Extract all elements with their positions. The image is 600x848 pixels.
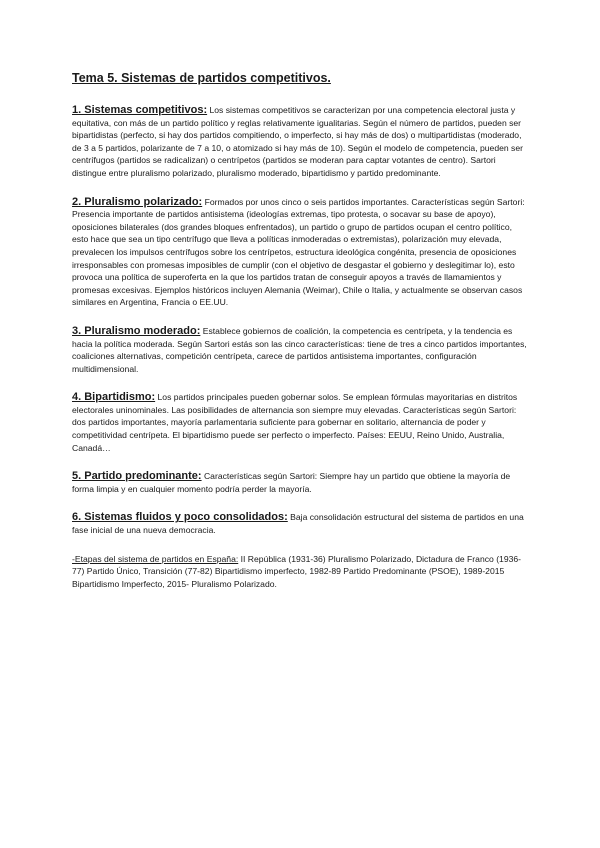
section-bipartidismo (72, 391, 530, 454)
section-text: Baja consolidación estructural del sistema de partidos en una fase inicial de una nueva democracia. (72, 512, 524, 536)
section-heading: 1. Sistemas competitivos: (72, 104, 208, 116)
section-text: Los sistemas competitivos se caracterizan por una competencia electoral justa y equitativa, con más de un partido político y reglas relativamente igualitarias. Según el número de partidos, pueden ser bipartidistas (perfecto, si hay dos partidos compitiendo, o imperfecto, si hay más de dos) o multipartidistas (moderado, de 3 a 5 partidos, polarizante de 7 a 10, o atomizado si hay más de 10). Según el modelo de competencia, pueden ser centrífugos (partidos se radicalizan) o centrípetos (partidos se moderan para captar votantes de centro). Sartori distingue entre pluralismo polarizado, pluralismo moderado, bipartidismo y partido predominante. (72, 105, 523, 178)
section-pluralismo-moderado (72, 325, 530, 375)
section-sistemas-competitivos (72, 104, 530, 180)
section-text: Establece gobiernos de coalición, la competencia es centrípeta, y la tendencia es hacia la política moderada. Según Sartori estás son las cinco características: tiene de tres a cinco partidos importantes, coaliciones alternativas, competición centrípeta, carece de partidos antisistema importantes, configuración multidimensional. (72, 325, 527, 374)
section-heading: 3. Pluralismo moderado: (72, 324, 201, 337)
section-pluralismo-polarizado (72, 196, 530, 309)
section-text: Los partidos principales pueden gobernar solos. Se emplean fórmulas mayoritarias en distritos electorales uninominales. Las posibilidades de alternancia son siempre muy elevadas. Características según Sartori: dos partidos importantes, mayoría parlamentaria suficiente para gobernar en solitario, alternancia de poder y competitividad centrípeta. El bipartidismo puede ser perfecto o imperfecto. Países: EEUU, Reino Unido, Australia, Canadá… (72, 392, 518, 453)
section-partido-predominante (72, 470, 530, 495)
etapas-espana (72, 553, 530, 591)
etapas-label: -Etapas del sistema de partidos en España: (72, 553, 239, 564)
section-sistemas-fluidos (72, 511, 530, 536)
document-title: Tema 5. Sistemas de partidos competitivos. (72, 71, 331, 85)
section-text: Características según Sartori: Siempre hay un partido que obtiene la mayoría de forma limpia y en cualquier momento podría perder la mayoría. (72, 471, 511, 494)
section-heading: 2. Pluralismo polarizado: (72, 195, 203, 208)
etapas-text: II República (1931-36) Pluralismo Polarizado, Dictadura de Franco (1936-77) Partido Único, Transición (77-82) Bipartidismo imperfecto, 1982-89 Partido Predominante (PSOE), 1989-2015 Bipartidismo Imperfecto, 2015- Pluralismo Polarizado. (72, 553, 522, 589)
section-heading: 4. Bipartidismo: (72, 391, 156, 404)
section-heading: 5. Partido predominante: (72, 470, 202, 483)
section-text: Formados por unos cinco o seis partidos importantes. Características según Sartori: Presencia importante de partidos antisistema (ideologías extremas, tipo protesta, o socavar su base de apoyo), oposiciones bilaterales (dos grandes bloques enfrentados), un partido o grupo de partidos ocupan el centro político, esto hace que sea un tipo centrífugo que lleva a políticas inmoderadas o extremistas), polarización muy elevada, prevalecen los impulsos centrífugos sobre los centrípetos, estructura ideológica congénita, presencia de oposiciones irresponsables con promesas imposibles de cumplir (con el objetivo de desgastar el gobierno y deslegitimar lo), esto provoca una política de superoferta en la que los partidos tratan de conseguir apoyos a través de llamamientos y promesas excesivas. Ejemplos históricos incluyen Alemania (Weimar), Chile o Italia, y actualmente se observan casos similares en Argentina, Francia o EE.UU. (72, 196, 525, 308)
section-heading: 6. Sistemas fluidos y poco consolidados: (72, 511, 288, 524)
